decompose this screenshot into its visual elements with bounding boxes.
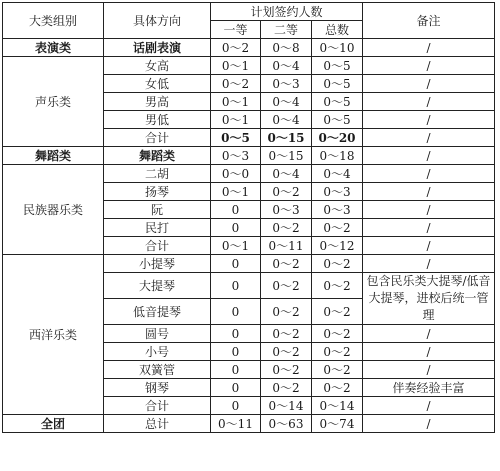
first-class-cell: 0～1 xyxy=(211,111,261,129)
table-row xyxy=(3,415,495,433)
direction-cell: 大提琴 xyxy=(104,273,211,299)
second-class-cell: 0～15 xyxy=(261,129,312,147)
direction-cell: 男低 xyxy=(104,111,211,129)
direction-cell: 小提琴 xyxy=(104,255,211,273)
total-cell: 0～3 xyxy=(312,201,363,219)
second-class-cell: 0～4 xyxy=(261,93,312,111)
header-remark: 备注 xyxy=(363,3,495,39)
quota-table xyxy=(2,2,495,433)
remark-cell: / xyxy=(363,183,495,201)
first-class-cell: 0～1 xyxy=(211,57,261,75)
direction-cell: 双簧管 xyxy=(104,361,211,379)
first-class-cell: 0 xyxy=(211,361,261,379)
first-class-cell: 0 xyxy=(211,219,261,237)
category-cell: 表演类 xyxy=(3,39,104,57)
first-class-cell: 0 xyxy=(211,201,261,219)
direction-cell: 女低 xyxy=(104,75,211,93)
remark-cell: / xyxy=(363,39,495,57)
direction-cell: 女高 xyxy=(104,57,211,75)
total-cell: 0～14 xyxy=(312,397,363,415)
total-cell: 0～10 xyxy=(312,39,363,57)
category-cell: 舞蹈类 xyxy=(3,147,104,165)
category-cell: 声乐类 xyxy=(3,57,104,147)
total-cell: 0～2 xyxy=(312,219,363,237)
header-direction: 具体方向 xyxy=(104,3,211,39)
first-class-cell: 0～1 xyxy=(211,93,261,111)
first-class-cell: 0～5 xyxy=(211,129,261,147)
remark-cell: / xyxy=(363,75,495,93)
first-class-cell: 0～3 xyxy=(211,147,261,165)
second-class-cell: 0～2 xyxy=(261,255,312,273)
direction-cell: 二胡 xyxy=(104,165,211,183)
second-class-cell: 0～2 xyxy=(261,273,312,299)
direction-cell: 小号 xyxy=(104,343,211,361)
first-class-cell: 0～2 xyxy=(211,75,261,93)
header-first-class: 一等 xyxy=(211,21,261,39)
remark-cell: / xyxy=(363,255,495,273)
second-class-cell: 0～2 xyxy=(261,379,312,397)
total-cell: 0～18 xyxy=(312,147,363,165)
second-class-cell: 0～2 xyxy=(261,219,312,237)
remark-cell: / xyxy=(363,237,495,255)
table-row xyxy=(3,147,495,165)
first-class-cell: 0 xyxy=(211,397,261,415)
direction-cell: 话剧表演 xyxy=(104,39,211,57)
remark-cell: / xyxy=(363,57,495,75)
header-total: 总数 xyxy=(312,21,363,39)
table-row xyxy=(3,165,495,183)
second-class-cell: 0～4 xyxy=(261,165,312,183)
total-cell: 0～2 xyxy=(312,273,363,299)
remark-cell: / xyxy=(363,165,495,183)
total-cell: 0～5 xyxy=(312,57,363,75)
total-cell: 0～74 xyxy=(312,415,363,433)
direction-cell: 钢琴 xyxy=(104,379,211,397)
direction-cell: 男高 xyxy=(104,93,211,111)
second-class-cell: 0～15 xyxy=(261,147,312,165)
first-class-cell: 0 xyxy=(211,343,261,361)
remark-cell: 伴奏经验丰富 xyxy=(363,379,495,397)
first-class-cell: 0～1 xyxy=(211,237,261,255)
direction-cell: 合计 xyxy=(104,397,211,415)
second-class-cell: 0～2 xyxy=(261,299,312,325)
second-class-cell: 0～4 xyxy=(261,57,312,75)
second-class-cell: 0～14 xyxy=(261,397,312,415)
first-class-cell: 0～11 xyxy=(211,415,261,433)
second-class-cell: 0～11 xyxy=(261,237,312,255)
first-class-cell: 0 xyxy=(211,299,261,325)
second-class-cell: 0～3 xyxy=(261,201,312,219)
first-class-cell: 0 xyxy=(211,255,261,273)
remark-cell: / xyxy=(363,325,495,343)
remark-cell: / xyxy=(363,219,495,237)
second-class-cell: 0～2 xyxy=(261,343,312,361)
first-class-cell: 0 xyxy=(211,325,261,343)
direction-cell: 民打 xyxy=(104,219,211,237)
second-class-cell: 0～2 xyxy=(261,325,312,343)
category-cell: 全团 xyxy=(3,415,104,433)
total-cell: 0～12 xyxy=(312,237,363,255)
total-cell: 0～3 xyxy=(312,183,363,201)
total-cell: 0～5 xyxy=(312,93,363,111)
table-row xyxy=(3,39,495,57)
total-cell: 0～2 xyxy=(312,325,363,343)
total-cell: 0～2 xyxy=(312,379,363,397)
first-class-cell: 0～0 xyxy=(211,165,261,183)
direction-cell: 低音提琴 xyxy=(104,299,211,325)
total-cell: 0～2 xyxy=(312,343,363,361)
direction-cell: 舞蹈类 xyxy=(104,147,211,165)
remark-cell: / xyxy=(363,129,495,147)
total-cell: 0～2 xyxy=(312,255,363,273)
category-cell: 民族器乐类 xyxy=(3,165,104,255)
total-cell: 0～5 xyxy=(312,111,363,129)
first-class-cell: 0 xyxy=(211,273,261,299)
second-class-cell: 0～2 xyxy=(261,183,312,201)
total-cell: 0～2 xyxy=(312,299,363,325)
first-class-cell: 0～1 xyxy=(211,183,261,201)
direction-cell: 合计 xyxy=(104,129,211,147)
remark-cell: / xyxy=(363,147,495,165)
second-class-cell: 0～8 xyxy=(261,39,312,57)
direction-cell: 扬琴 xyxy=(104,183,211,201)
remark-cell: / xyxy=(363,397,495,415)
total-cell: 0～5 xyxy=(312,75,363,93)
remark-cell: 包含民乐类大提琴/低音大提琴，进校后统一管理 xyxy=(363,273,495,325)
second-class-cell: 0～2 xyxy=(261,361,312,379)
direction-cell: 总计 xyxy=(104,415,211,433)
category-cell: 西洋乐类 xyxy=(3,255,104,415)
remark-cell: / xyxy=(363,415,495,433)
remark-cell: / xyxy=(363,361,495,379)
header-second-class: 二等 xyxy=(261,21,312,39)
table-row xyxy=(3,255,495,273)
second-class-cell: 0～3 xyxy=(261,75,312,93)
second-class-cell: 0～63 xyxy=(261,415,312,433)
direction-cell: 圆号 xyxy=(104,325,211,343)
remark-cell: / xyxy=(363,201,495,219)
total-cell: 0～2 xyxy=(312,361,363,379)
header-planned: 计划签约人数 xyxy=(211,3,363,21)
table-row xyxy=(3,57,495,75)
remark-cell: / xyxy=(363,111,495,129)
total-cell: 0～4 xyxy=(312,165,363,183)
remark-cell: / xyxy=(363,343,495,361)
header-category: 大类组别 xyxy=(3,3,104,39)
direction-cell: 合计 xyxy=(104,237,211,255)
second-class-cell: 0～4 xyxy=(261,111,312,129)
first-class-cell: 0～2 xyxy=(211,39,261,57)
total-cell: 0～20 xyxy=(312,129,363,147)
remark-cell: / xyxy=(363,93,495,111)
direction-cell: 阮 xyxy=(104,201,211,219)
first-class-cell: 0 xyxy=(211,379,261,397)
